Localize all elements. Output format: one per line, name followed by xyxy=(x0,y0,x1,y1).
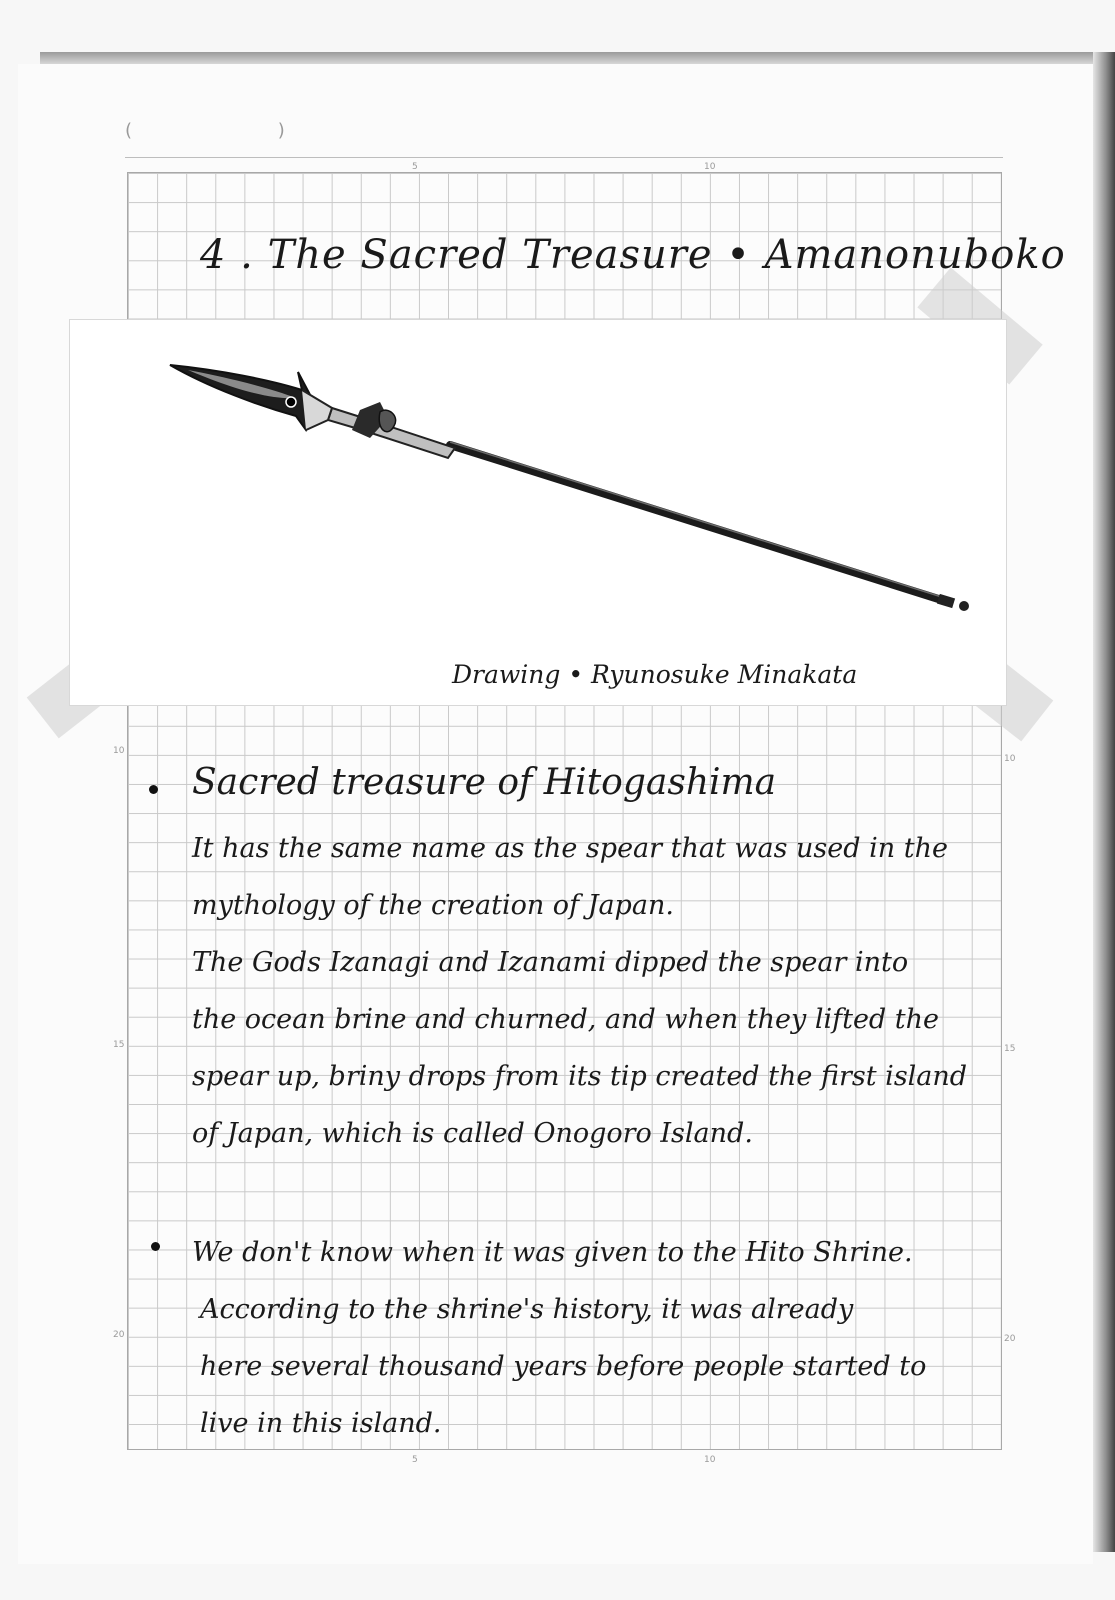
bullet-dot xyxy=(151,1242,160,1251)
text-line: of Japan, which is called Onogoro Island. xyxy=(192,1118,753,1149)
illustration-credit: Drawing • Ryunosuke Minakata xyxy=(452,660,858,689)
ruler-left-20: 20 xyxy=(113,1330,125,1340)
section-2-text xyxy=(192,1224,926,1452)
page-top-edge xyxy=(40,52,1100,64)
text-line: mythology of the creation of Japan. xyxy=(192,890,674,921)
text-line: We don't know when it was given to the Hito Shrine. xyxy=(192,1237,913,1268)
text-line: the ocean brine and churned, and when they lifted the xyxy=(192,1004,940,1035)
header-parentheses: ( ) xyxy=(125,120,355,141)
page-right-edge xyxy=(1093,52,1115,1552)
spear-photo xyxy=(70,320,1006,705)
ruler-top-5: 5 xyxy=(412,162,418,172)
text-line: live in this island. xyxy=(200,1408,442,1439)
ruler-left-15: 15 xyxy=(113,1040,125,1050)
text-line: spear up, briny drops from its tip created the first island xyxy=(192,1061,968,1092)
spear-illustration-icon xyxy=(70,320,1006,705)
section-1-text xyxy=(192,820,967,1162)
ruler-left-10: 10 xyxy=(113,746,125,756)
ruler-right-15: 15 xyxy=(1004,1044,1016,1054)
ruler-right-20: 20 xyxy=(1004,1334,1016,1344)
text-line: here several thousand years before people started to xyxy=(200,1351,927,1382)
text-line: It has the same name as the spear that was used in the xyxy=(192,833,948,864)
ruler-bottom-5: 5 xyxy=(412,1455,418,1465)
ruler-top-10: 10 xyxy=(704,162,716,172)
section-heading: Sacred treasure of Hitogashima xyxy=(192,762,777,803)
ruler-bottom-10: 10 xyxy=(704,1455,716,1465)
header-rule xyxy=(125,157,1003,158)
text-line: The Gods Izanagi and Izanami dipped the spear into xyxy=(192,947,909,978)
text-line: According to the shrine's history, it was already xyxy=(200,1294,854,1325)
ruler-right-10: 10 xyxy=(1004,754,1016,764)
page-title: 4 . The Sacred Treasure • Amanonuboko xyxy=(200,232,1066,278)
bullet-dot xyxy=(149,785,158,794)
